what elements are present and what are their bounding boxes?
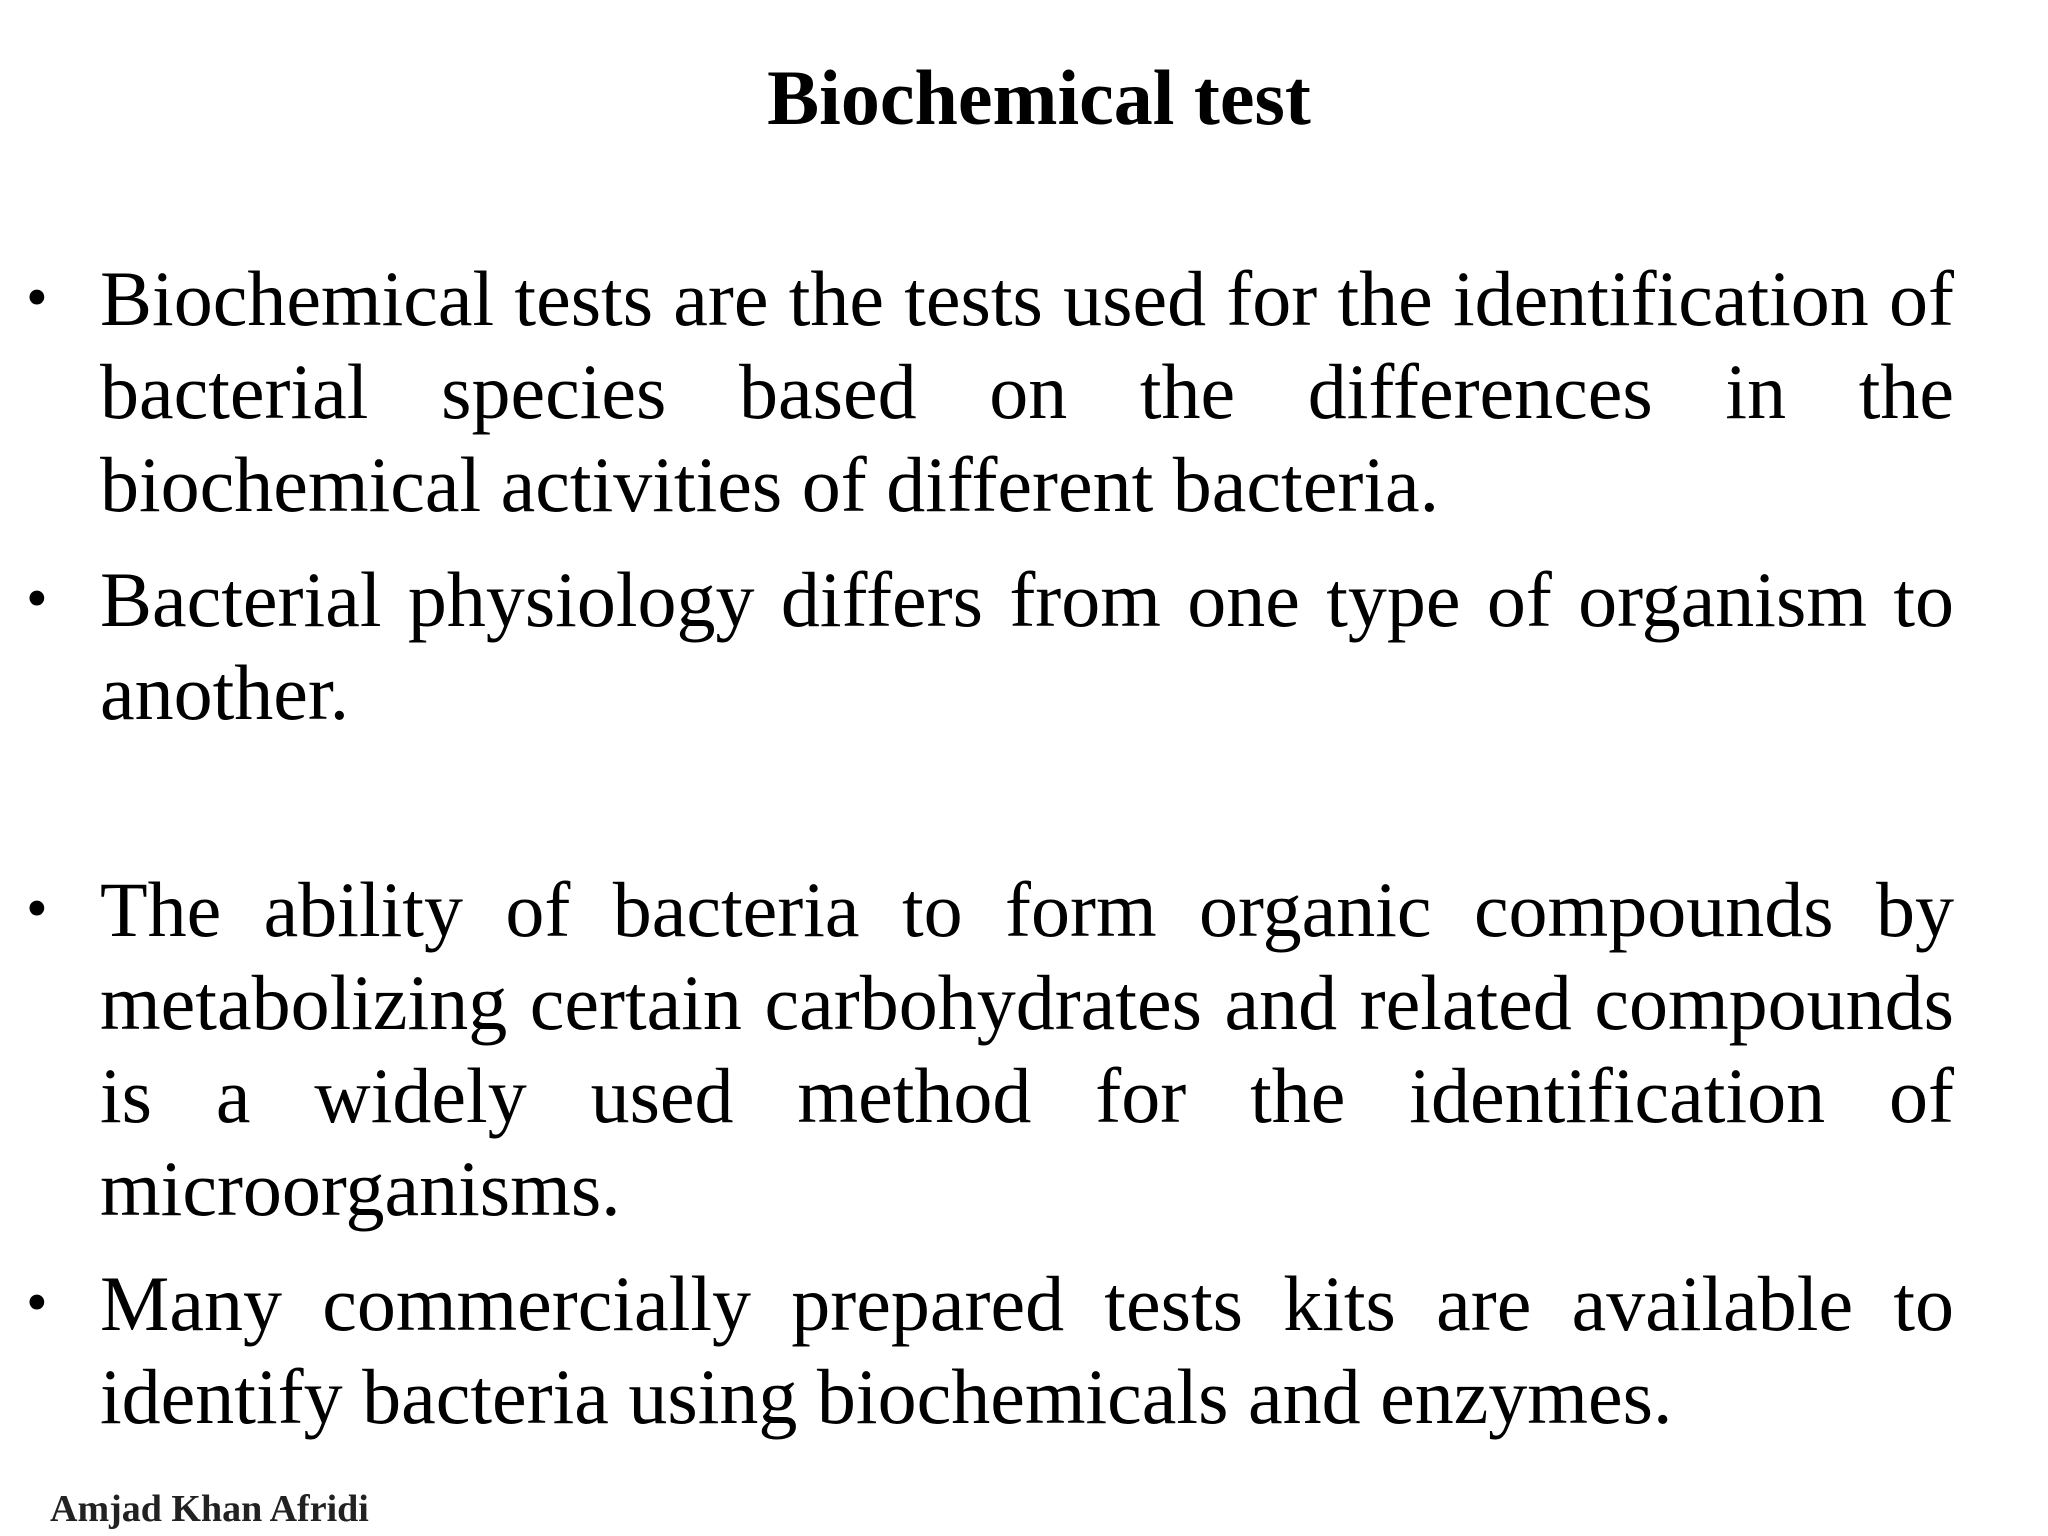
bullet-marker: • (26, 565, 48, 633)
bullet-text: Many commercially prepared tests kits are available to identify bacteria using biochemicals and enzymes. (100, 1260, 1954, 1440)
bullet-text: The ability of bacteria to form organic compounds by metabolizing certain carbohydrates and related compounds is a widely used method for the identification of microorganisms. (100, 866, 1954, 1232)
bullet-marker: • (26, 264, 48, 332)
slide-title: Biochemical test (767, 54, 1311, 141)
author-signature: Amjad Khan Afridi (50, 1488, 369, 1530)
bullet-marker: • (26, 875, 48, 943)
bullet-text: Bacterial physiology differs from one type of organism to another. (100, 556, 1954, 736)
bullet-marker: • (26, 1269, 48, 1337)
bullet-text: Biochemical tests are the tests used for the identification of bacterial species based on the differences in the biochemical activities of different bacteria. (100, 255, 1954, 528)
